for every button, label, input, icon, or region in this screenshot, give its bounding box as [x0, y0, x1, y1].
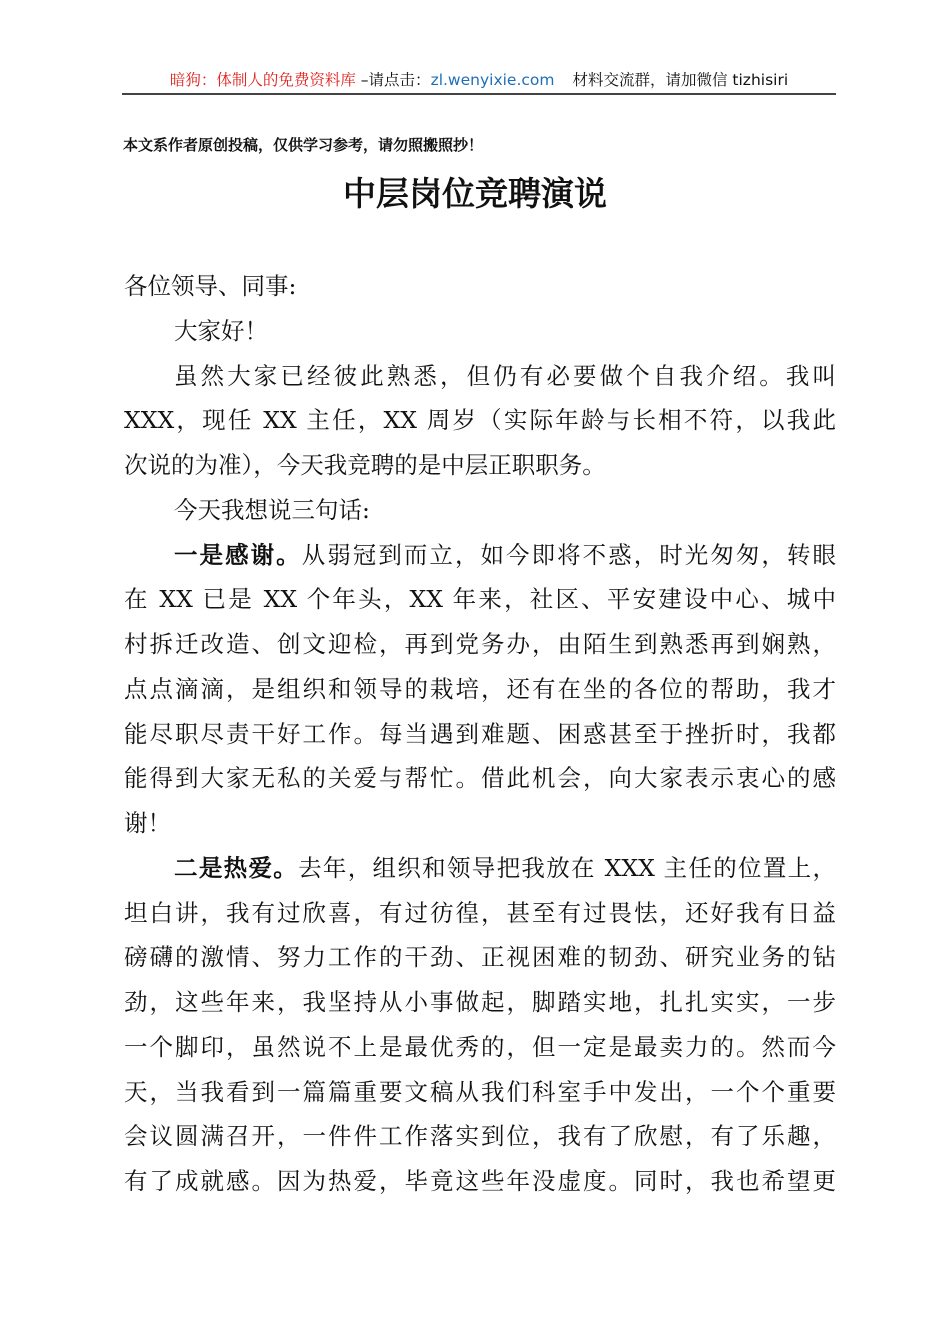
text-line — [124, 264, 836, 309]
line-text: 坦白讲，我有过欣喜，有过彷徨，甚至有过畏怯，还好我有日益 — [124, 898, 836, 927]
line-text: 今天我想说三句话: — [174, 495, 370, 524]
line-text: 村拆迁改造、创文迎检，再到党务办，由陌生到熟悉再到娴熟， — [124, 630, 836, 658]
line-text: 虽然大家已经彼此熟悉，但仍有必要做个自我介绍。我叫 — [174, 361, 836, 390]
line-text: XXX，现任 XX 主任，XX 周岁（实际年龄与长相不符，以我此 — [124, 406, 836, 435]
text-line — [124, 935, 836, 980]
copyright-notice: 本文系作者原创投稿，仅供学习参考，请勿照搬照抄！ — [123, 136, 484, 154]
website-link[interactable]: zl.wenyixie.com — [430, 71, 555, 89]
line-text: 劲，这些年来，我坚持从小事做起，脚踏实地，扎扎实实，一步 — [124, 988, 836, 1016]
click-prefix: –请点击： — [355, 71, 431, 89]
text-line — [124, 1070, 836, 1115]
text-line — [124, 1114, 836, 1159]
line-text: 天，当我看到一篇篇重要文稿从我们科室手中发出，一个个重要 — [124, 1077, 836, 1106]
section-lead: 一是感谢。 — [174, 540, 302, 569]
brand-text: 暗狗：体制人的免费资料库 — [169, 71, 356, 89]
line-text: 去年，组织和领导把我放在 XXX 主任的位置上， — [298, 853, 836, 882]
text-line — [124, 801, 836, 846]
text-line — [124, 488, 836, 533]
text-line — [124, 712, 836, 757]
text-line — [124, 980, 836, 1025]
text-line — [124, 891, 836, 936]
line-text: 点点滴滴，是组织和领导的栽培，还有在坐的各位的帮助，我才 — [124, 674, 836, 703]
text-line — [124, 756, 836, 801]
line-text: 能尽职尽责干好工作。每当遇到难题、困惑甚至于挫折时，我都 — [124, 719, 836, 748]
text-line — [124, 846, 836, 891]
text-line — [124, 309, 836, 354]
contact-text: 材料交流群，请加微信 tizhisiri — [572, 71, 789, 89]
line-text: 磅礴的激情、努力工作的干劲、正视困难的韧劲、研究业务的钻 — [124, 943, 836, 972]
text-line — [124, 667, 836, 712]
line-text: 在 XX 已是 XX 个年头，XX 年来，社区、平安建设中心、城中 — [124, 585, 836, 614]
line-text: 大家好！ — [174, 316, 268, 345]
line-text: 能得到大家无私的关爱与帮忙。借此机会，向大家表示衷心的感 — [124, 764, 836, 793]
line-text: 谢！ — [124, 809, 171, 837]
text-line — [124, 354, 836, 399]
section-lead: 二是热爱。 — [174, 853, 299, 882]
document-body — [124, 264, 836, 1204]
text-line — [124, 398, 836, 443]
line-text: 有了成就感。因为热爱，毕竟这些年没虚度。同时，我也希望更 — [124, 1167, 836, 1195]
text-line — [124, 443, 836, 488]
line-text: 各位领导、同事: — [124, 272, 297, 300]
text-line — [124, 533, 836, 578]
page-header — [122, 68, 836, 95]
line-text: 会议圆满召开，一件件工作落实到位，我有了欣慰，有了乐趣， — [124, 1122, 836, 1151]
document-title: 中层岗位竞聘演说 — [343, 174, 607, 213]
text-line — [124, 1025, 836, 1070]
line-text: 次说的为准），今天我竞聘的是中层正职职务。 — [124, 451, 606, 479]
line-text: 从弱冠到而立，如今即将不惑，时光匆匆，转眼 — [301, 540, 837, 569]
text-line — [124, 1159, 836, 1204]
text-line — [124, 577, 836, 622]
text-line — [124, 622, 836, 667]
line-text: 一个脚印，虽然说不上是最优秀的，但一定是最卖力的。然而今 — [124, 1032, 836, 1061]
